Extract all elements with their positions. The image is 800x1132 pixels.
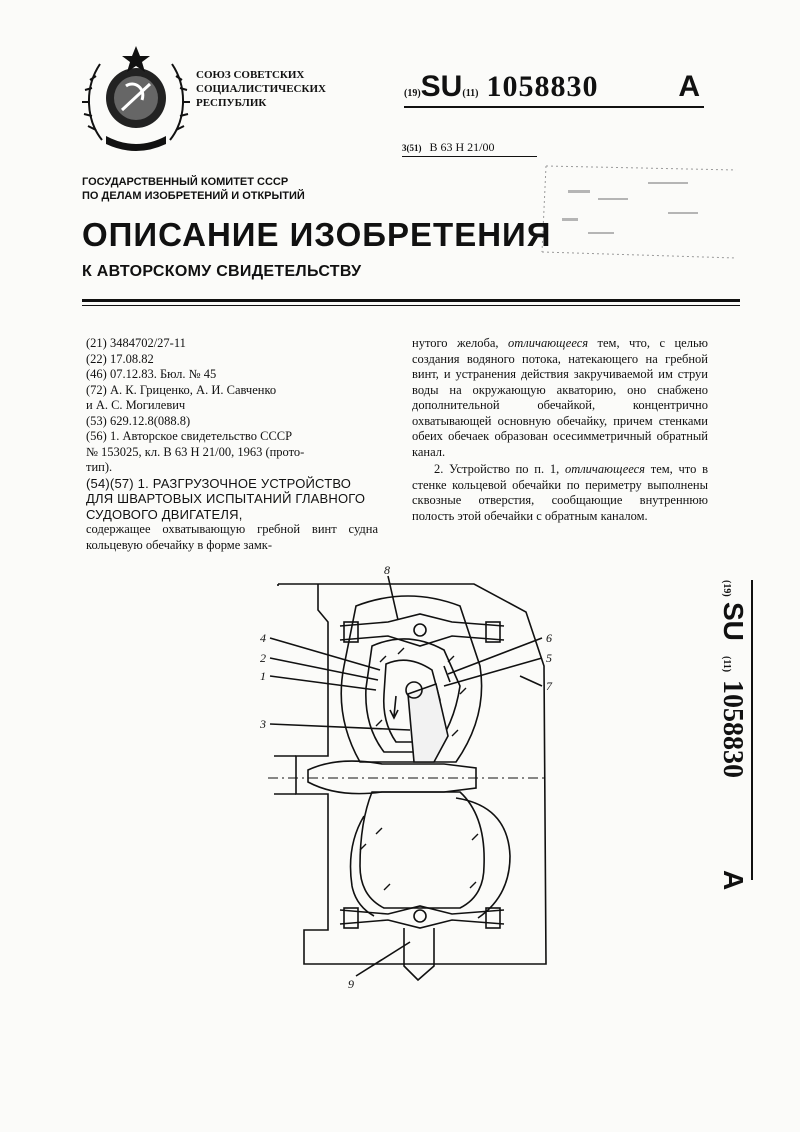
side-code-19: (19) — [721, 580, 732, 597]
side-number: 1058830 — [717, 680, 748, 778]
page-subtitle: К АВТОРСКОМУ СВИДЕТЕЛЬСТВУ — [82, 263, 362, 280]
field-21: (21) 3484702/27-11 — [86, 336, 186, 350]
doc-kind: A — [678, 70, 700, 103]
field-56: (56) 1. Авторское свидетельство СССР — [86, 429, 293, 443]
figure-mark-5: 5 — [546, 651, 552, 665]
state-name: СОЮЗ СОВЕТСКИХ СОЦИАЛИСТИЧЕСКИХ РЕСПУБЛИК — [196, 69, 326, 109]
figure-mark-3: 3 — [260, 717, 266, 731]
invention-title: (54)(57) 1. РАЗГРУЗОЧНОЕ УСТРОЙСТВО ДЛЯ ШВАРТОВЫХ ИСПЫТАНИЙ ГЛАВНОГО СУДОВОГО ДВИГАТЕЛЯ, — [86, 475, 366, 522]
claim-2: 2. Устройство по п. 1, отличающееся тем, что в стенке кольцевой обечайки по периметру выполнены сквозные отверстия, сообщающие внутреннюю полость этой обечайки с обратным каналом. — [412, 462, 708, 523]
figure-mark-9: 9 — [348, 977, 354, 991]
side-kind: A — [718, 870, 749, 891]
ussr-emblem — [82, 40, 190, 158]
patent-number-block — [404, 70, 704, 108]
field-72: (72) А. К. Гриценко, А. И. Савченко — [86, 382, 277, 397]
page-title: ОПИСАНИЕ ИЗОБРЕТЕНИЯ — [82, 216, 552, 253]
patent-number: 1058830 — [486, 70, 599, 103]
committee-name: ГОСУДАРСТВЕННЫЙ КОМИТЕТ СССР ПО ДЕЛАМ ИЗОБРЕТЕНИЙ И ОТКРЫТИЙ — [82, 176, 305, 202]
code-19: (19) — [404, 88, 421, 99]
technical-drawing — [248, 566, 560, 996]
ipc-classification: 3(51) В 63 Н 21/00 — [402, 140, 537, 157]
country-code: SU — [420, 70, 463, 103]
figure-mark-8: 8 — [384, 566, 390, 577]
divider-thick — [82, 299, 740, 302]
figure-mark-7: 7 — [546, 679, 552, 693]
figure-mark-4: 4 — [260, 631, 266, 645]
library-stamp — [538, 162, 738, 260]
claim-1-start: содержащее охватывающую гребной винт судна кольцевую обечайку в форме замк- — [86, 522, 378, 552]
side-patent-label — [712, 580, 756, 910]
bibliographic-data — [86, 336, 378, 553]
side-country: SU — [718, 602, 749, 641]
claims-text — [412, 336, 708, 524]
code-11: (11) — [462, 88, 479, 99]
field-53: (53) 629.12.8(088.8) — [86, 413, 191, 428]
side-code-11: (11) — [721, 656, 732, 673]
figure-mark-2: 2 — [260, 651, 266, 665]
field-56-end: тип). — [86, 460, 113, 474]
field-22: (22) 17.08.82 — [86, 351, 154, 366]
claim-1-cont: нутого желоба, отличающееся тем, что, с целью создания водяного потока, натекающего на гребной винт, и устранения действия закручиваемой им струи воды на окружающую акваторию, оно снабжено дополнительной обечайкой, концентрично охватывающей основную обечайку, причем стенками обеих обечаек образован осесимметричный обратный канал. — [412, 336, 709, 459]
field-46: (46) 07.12.83. Бюл. № 45 — [86, 367, 217, 381]
divider-thin — [82, 305, 740, 306]
field-56-cont: № 153025, кл. В 63 Н 21/00, 1963 (прото- — [86, 444, 305, 459]
figure-mark-6: 6 — [546, 631, 552, 645]
figure-mark-1: 1 — [260, 669, 266, 683]
field-72-cont: и А. С. Могилевич — [86, 398, 186, 412]
